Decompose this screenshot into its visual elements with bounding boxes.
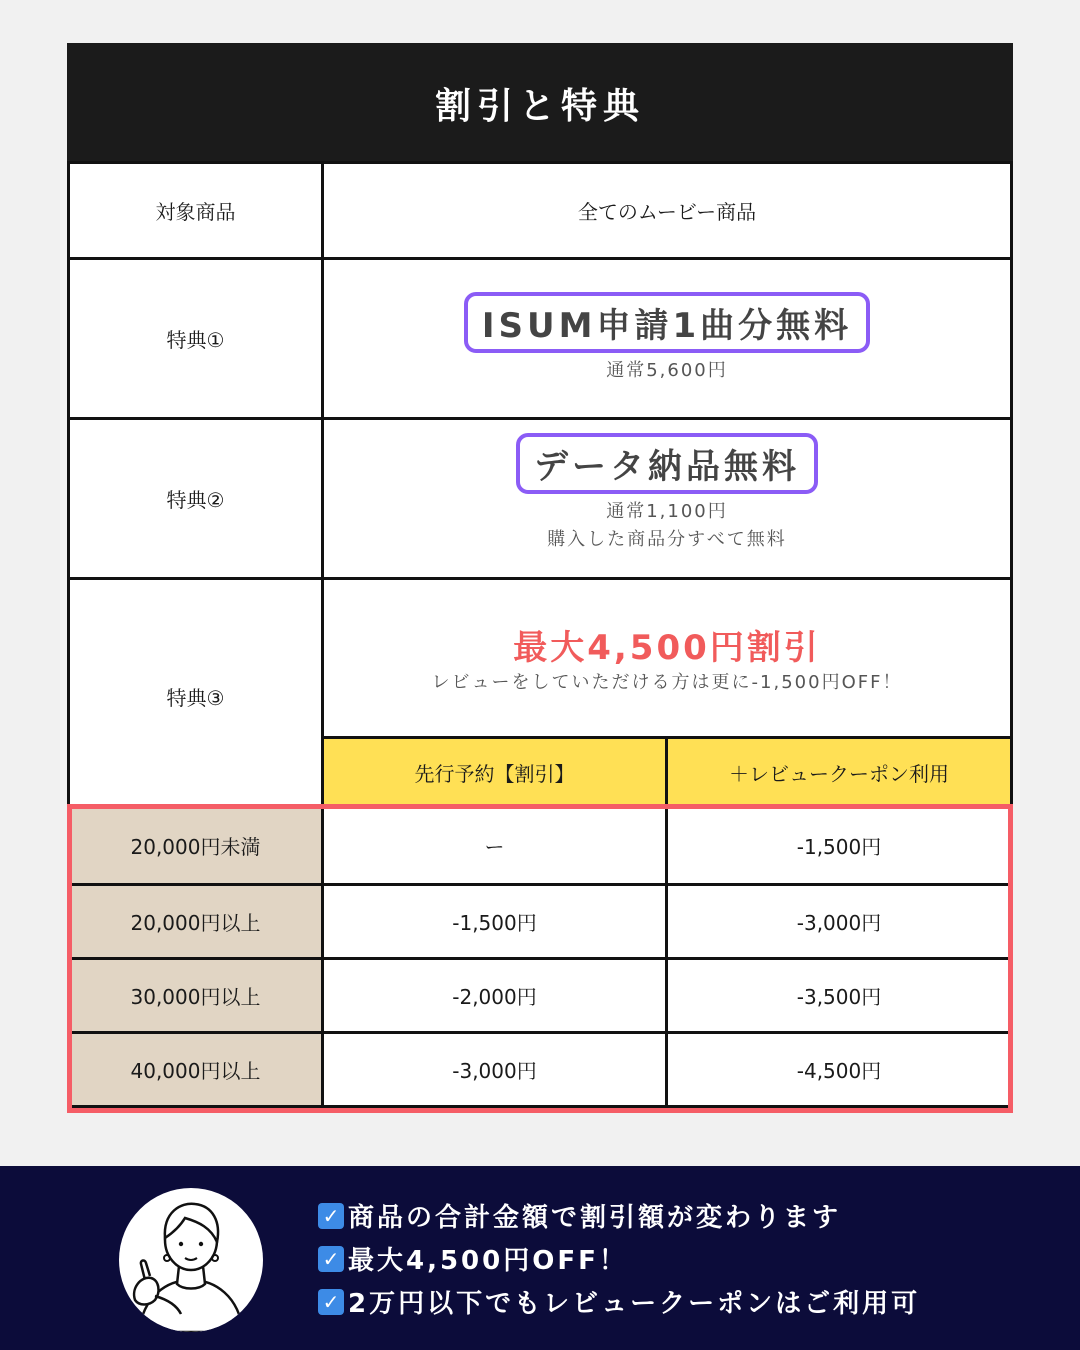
benefit3-label: 特典③ (67, 577, 324, 812)
benefit1-note: 通常5,600円 (606, 360, 728, 381)
review-discount-cell: -3,500円 (665, 957, 1013, 1034)
benefit2-label: 特典② (67, 417, 324, 580)
target-label: 対象商品 (67, 161, 324, 260)
footer-note-text: 最大4,500円OFF！ (348, 1246, 628, 1276)
early-discount-cell: ー (321, 805, 668, 886)
benefit1-label: 特典① (67, 257, 324, 420)
tier-label: 20,000円以上 (67, 883, 324, 960)
footer-banner (0, 1166, 1080, 1350)
early-discount-cell: -1,500円 (321, 883, 668, 960)
check-icon: ✓ (318, 1203, 344, 1229)
early-discount-cell: -3,000円 (321, 1031, 668, 1108)
benefit3-note: レビューをしていただける方は更に-1,500円OFF！ (431, 671, 903, 693)
benefit1-content (321, 257, 1013, 420)
target-value: 全てのムービー商品 (321, 161, 1013, 260)
avatar (119, 1188, 263, 1332)
check-icon: ✓ (318, 1246, 344, 1272)
discount-card (67, 43, 1013, 1111)
footer-note-text: 2万円以下でもレビュークーポンはご利用可 (348, 1289, 921, 1319)
benefit1-highlight: ISUM申請1曲分無料 (464, 292, 870, 353)
review-discount-cell: -3,000円 (665, 883, 1013, 960)
benefit2-highlight: データ納品無料 (516, 433, 818, 494)
benefit2-content (321, 417, 1013, 580)
review-discount-cell: -4,500円 (665, 1031, 1013, 1108)
benefit2-note1: 通常1,100円 (606, 501, 728, 522)
footer-note (318, 1237, 920, 1280)
benefit3-content (321, 577, 1013, 739)
tier-label: 20,000円未満 (67, 805, 324, 886)
footer-note (318, 1280, 920, 1323)
page-title: 割引と特典 (67, 43, 1013, 163)
early-discount-header: 先行予約【割引】 (321, 736, 668, 808)
footer-note (318, 1194, 920, 1237)
review-discount-cell: -1,500円 (665, 805, 1013, 886)
tier-label: 30,000円以上 (67, 957, 324, 1034)
benefit3-highlight: 最大4,500円割引 (513, 627, 821, 668)
footer-notes (318, 1194, 920, 1323)
tier-label: 40,000円以上 (67, 1031, 324, 1108)
person-pointing-icon (119, 1188, 263, 1332)
review-coupon-header: ＋レビュークーポン利用 (665, 736, 1013, 808)
check-icon: ✓ (318, 1289, 344, 1315)
early-discount-cell: -2,000円 (321, 957, 668, 1034)
footer-note-text: 商品の合計金額で割引額が変わります (348, 1203, 842, 1233)
benefit2-note2: 購入した商品分すべて無料 (547, 529, 787, 550)
